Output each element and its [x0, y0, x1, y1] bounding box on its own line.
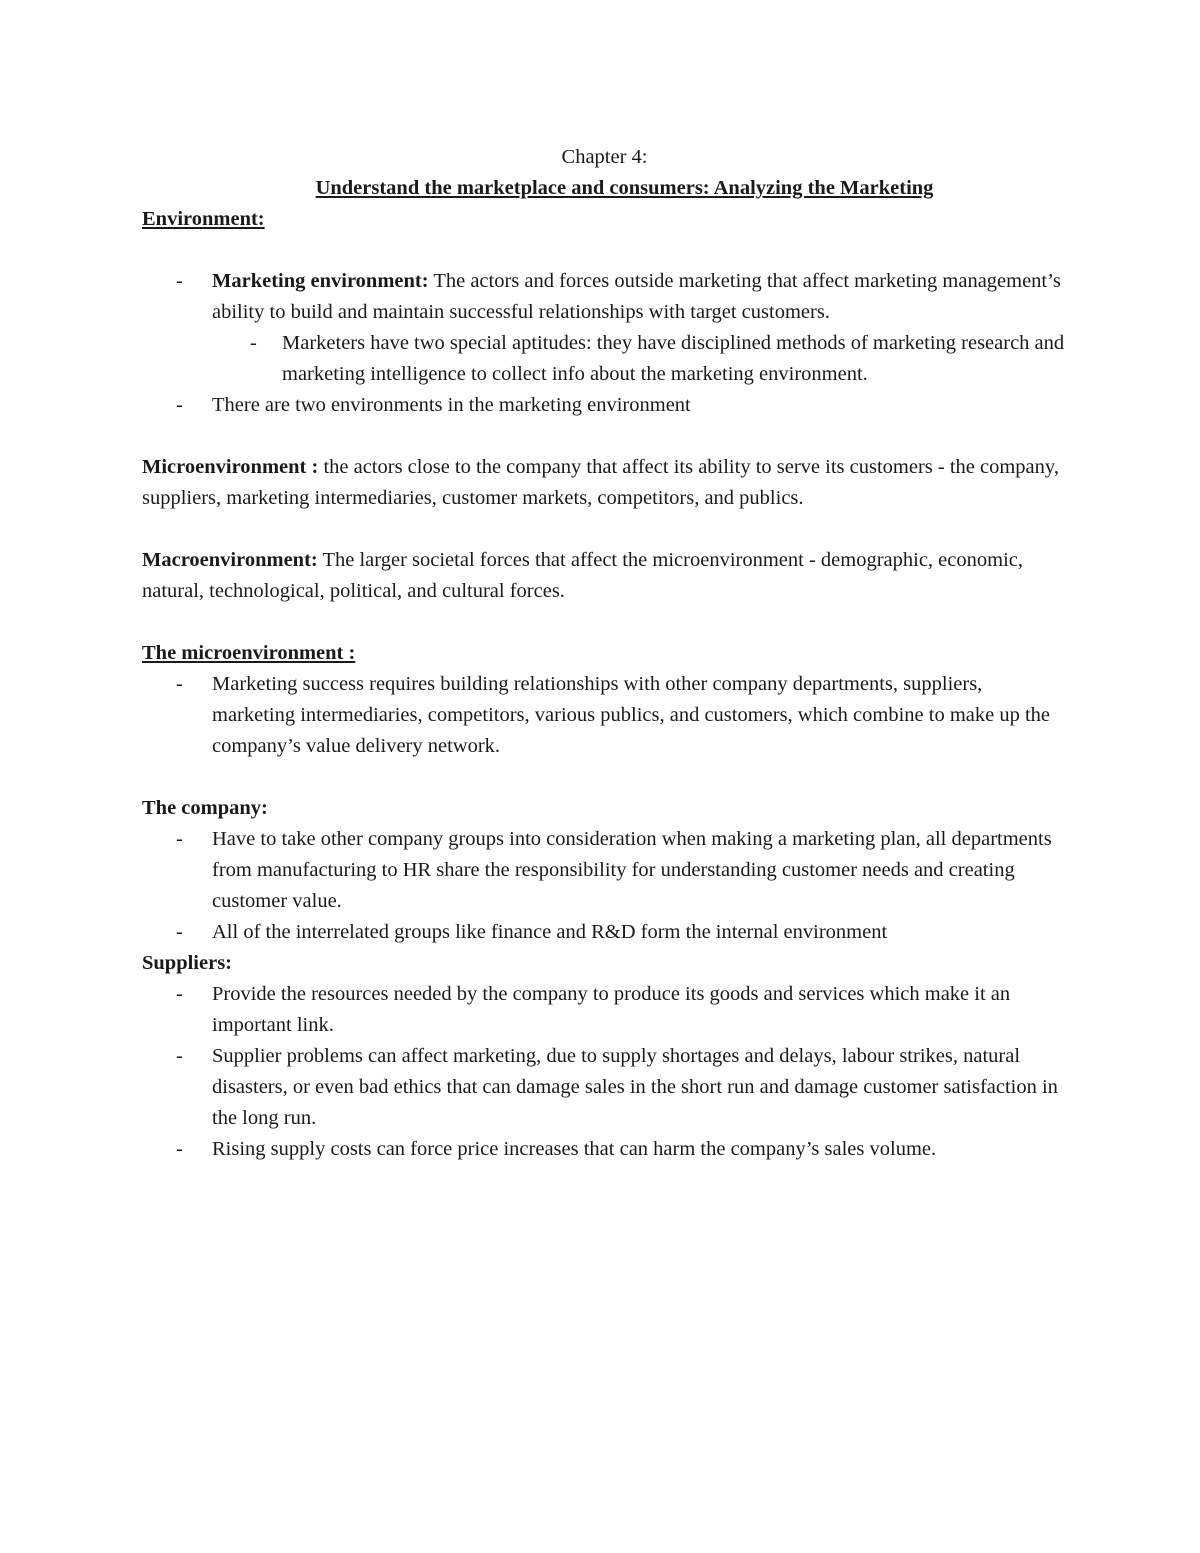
list-item: - Rising supply costs can force price increases that can harm the company’s sales volume.	[142, 1134, 1067, 1165]
list-item: - There are two environments in the marketing environment	[142, 390, 1067, 421]
list-item: - All of the interrelated groups like finance and R&D form the internal environment	[142, 917, 1067, 948]
list-item: - Marketers have two special aptitudes: they have disciplined methods of marketing research and marketing intelligence to collect info about the marketing environment.	[212, 328, 1067, 390]
list-item: - Marketing success requires building relationships with other company departments, suppliers, marketing intermediaries, competitors, various publics, and customers, which combine to make up the company’s value delivery network.	[142, 669, 1067, 762]
term-marketing-environment: Marketing environment:	[212, 270, 429, 292]
definition-text: The actors and forces outside marketing that affect marketing management’s ability to build and maintain successful relationships with target customers.	[212, 270, 1061, 323]
macroenvironment-definition	[142, 545, 1067, 607]
company-list	[142, 824, 1067, 948]
intro-list	[142, 266, 1067, 421]
list-item: - Provide the resources needed by the company to produce its goods and services which make it an important link.	[142, 979, 1067, 1041]
section-heading-microenvironment: The microenvironment :	[142, 642, 356, 664]
document-title-continued: Environment:	[142, 208, 265, 230]
definition-text: the actors close to the company that affect its ability to serve its customers - the company, suppliers, marketing intermediaries, customer markets, competitors, and publics.	[142, 456, 1059, 509]
list-item: - Supplier problems can affect marketing, due to supply shortages and delays, labour strikes, natural disasters, or even bad ethics that can damage sales in the short run and damage customer satisfaction in the long run.	[142, 1041, 1067, 1134]
spacer	[142, 762, 1067, 793]
definition-text: The larger societal forces that affect the microenvironment - demographic, economic, natural, technological, political, and cultural forces.	[142, 549, 1023, 602]
microenvironment-definition	[142, 452, 1067, 514]
microenvironment-list	[142, 669, 1067, 762]
section-heading-company: The company:	[142, 797, 268, 819]
document-title: Understand the marketplace and consumers: Analyzing the Marketing	[315, 177, 934, 199]
term-macroenvironment: Macroenvironment:	[142, 549, 318, 571]
spacer	[142, 514, 1067, 545]
section-heading-suppliers: Suppliers:	[142, 952, 232, 974]
chapter-label: Chapter 4:	[561, 146, 648, 168]
suppliers-list	[142, 979, 1067, 1165]
spacer	[142, 235, 1067, 266]
spacer	[142, 607, 1067, 638]
spacer	[142, 421, 1067, 452]
sub-list	[212, 328, 1067, 390]
document-page	[142, 142, 1067, 1165]
term-microenvironment: Microenvironment :	[142, 456, 319, 478]
list-item: - Have to take other company groups into consideration when making a marketing plan, all departments from manufacturing to HR share the responsibility for understanding customer needs and creating customer value.	[142, 824, 1067, 917]
list-item	[142, 266, 1067, 390]
